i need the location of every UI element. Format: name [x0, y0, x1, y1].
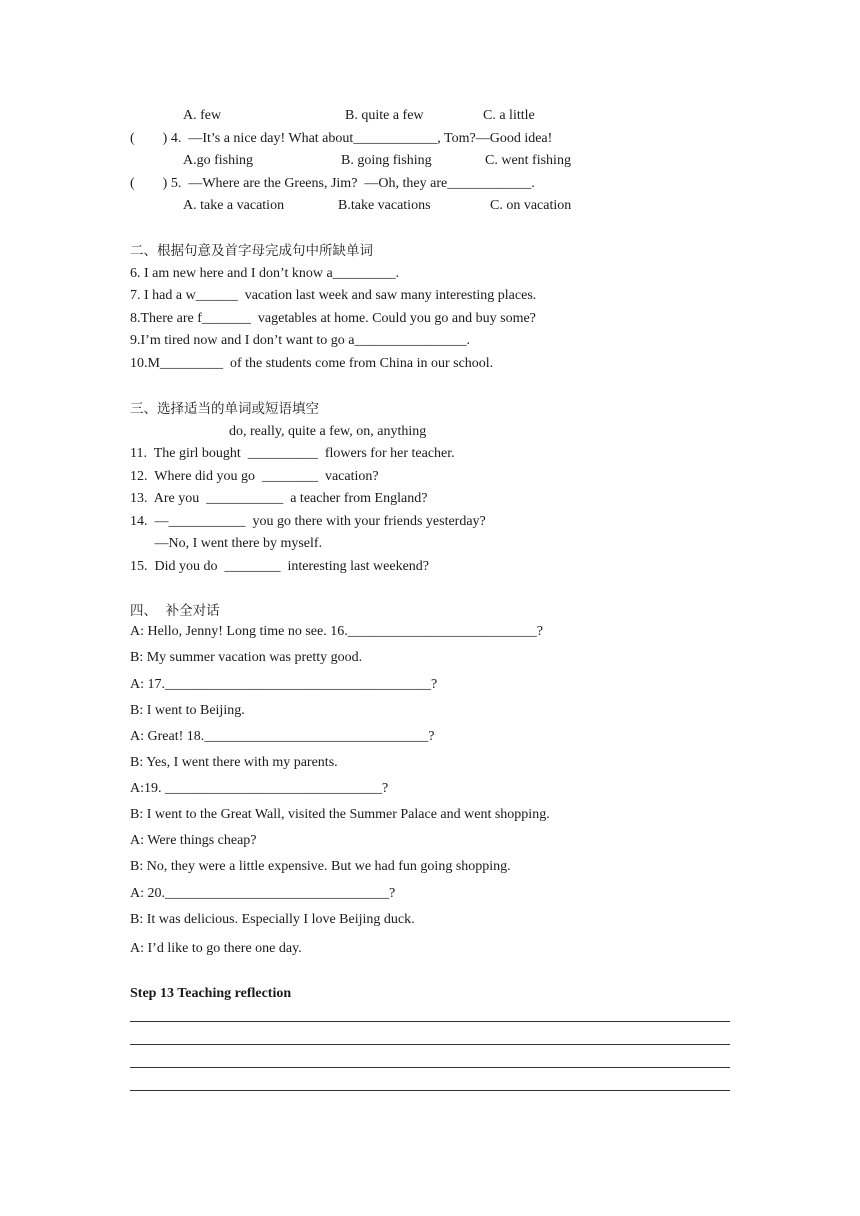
q4-option-b: B. going fishing — [341, 153, 432, 168]
dialogue-line: B: It was delicious. Especially I love Beijing duck. — [130, 912, 415, 927]
question-5-stem: ( ) 5. —Where are the Greens, Jim? —Oh, they are — [130, 176, 448, 191]
reflection-line[interactable] — [130, 1044, 730, 1045]
q4-option-a: A.go fishing — [183, 153, 253, 168]
section-2-heading: 二、根据句意及首字母完成句中所缺单词 — [130, 243, 373, 259]
section-3-item-13: 13. Are you ___________ a teacher from England? — [130, 491, 428, 506]
q3-option-a: A. few — [183, 108, 222, 123]
dialogue-line: B: My summer vacation was pretty good. — [130, 650, 363, 665]
dialogue-line: A: Hello, Jenny! Long time no see. 16.___________________________? — [130, 624, 543, 639]
dialogue-line: A: Great! 18.________________________________? — [130, 729, 435, 744]
question-5-rest: . — [531, 176, 535, 191]
question-4 — [130, 130, 552, 148]
section-3-item-15: 15. Did you do ________ interesting last weekend? — [130, 559, 430, 574]
section-2-item-8: 8.There are f_______ vagetables at home. Could you go and buy some? — [130, 311, 536, 326]
question-4-stem: ( ) 4. —It’s a nice day! What about — [130, 131, 354, 146]
q5-option-b: B.take vacations — [338, 198, 431, 213]
dialogue-line: B: Yes, I went there with my parents. — [130, 755, 338, 770]
question-5-blank[interactable]: ____________ — [447, 176, 532, 191]
dialogue-line: A: I’d like to go there one day. — [130, 941, 302, 956]
dialogue-line: A: 17.______________________________________? — [130, 677, 438, 692]
section-2-item-6: 6. I am new here and I don’t know a_________. — [130, 266, 400, 281]
section-3-item-12: 12. Where did you go ________ vacation? — [130, 469, 379, 484]
dialogue-line: B: I went to Beijing. — [130, 703, 245, 718]
section-2-item-10: 10.M_________ of the students come from China in our school. — [130, 356, 494, 371]
dialogue-line: A: 20.________________________________? — [130, 886, 396, 901]
section-2-item-9: 9.I’m tired now and I don’t want to go a________________. — [130, 333, 470, 348]
dialogue-line: B: No, they were a little expensive. But we had fun going shopping. — [130, 859, 511, 874]
question-5 — [130, 175, 535, 193]
q4-option-c: C. went fishing — [485, 153, 571, 168]
reflection-line[interactable] — [130, 1067, 730, 1068]
step-13-title: Step 13 Teaching reflection — [130, 986, 292, 1001]
section-3-item-14: 14. —___________ you go there with your friends yesterday? — [130, 514, 486, 529]
section-4-heading: 四、 补全对话 — [130, 603, 220, 619]
dialogue-line: B: I went to the Great Wall, visited the Summer Palace and went shopping. — [130, 807, 550, 822]
section-2-item-7: 7. I had a w______ vacation last week and saw many interesting places. — [130, 288, 537, 303]
question-4-rest: , Tom?—Good idea! — [437, 131, 553, 146]
section-3-item-14-answer: —No, I went there by myself. — [130, 536, 323, 551]
q3-option-c: C. a little — [483, 108, 535, 123]
reflection-line[interactable] — [130, 1090, 730, 1091]
section-3-heading: 三、选择适当的单词或短语填空 — [130, 401, 319, 417]
reflection-line[interactable] — [130, 1021, 730, 1022]
section-3-word-bank: do, really, quite a few, on, anything — [229, 424, 427, 439]
section-3-item-11: 11. The girl bought __________ flowers for her teacher. — [130, 446, 455, 461]
dialogue-line: A:19. _______________________________? — [130, 781, 389, 796]
q3-option-b: B. quite a few — [345, 108, 424, 123]
question-4-blank[interactable]: ____________ — [353, 131, 438, 146]
dialogue-line: A: Were things cheap? — [130, 833, 257, 848]
q5-option-c: C. on vacation — [490, 198, 572, 213]
q5-option-a: A. take a vacation — [183, 198, 285, 213]
